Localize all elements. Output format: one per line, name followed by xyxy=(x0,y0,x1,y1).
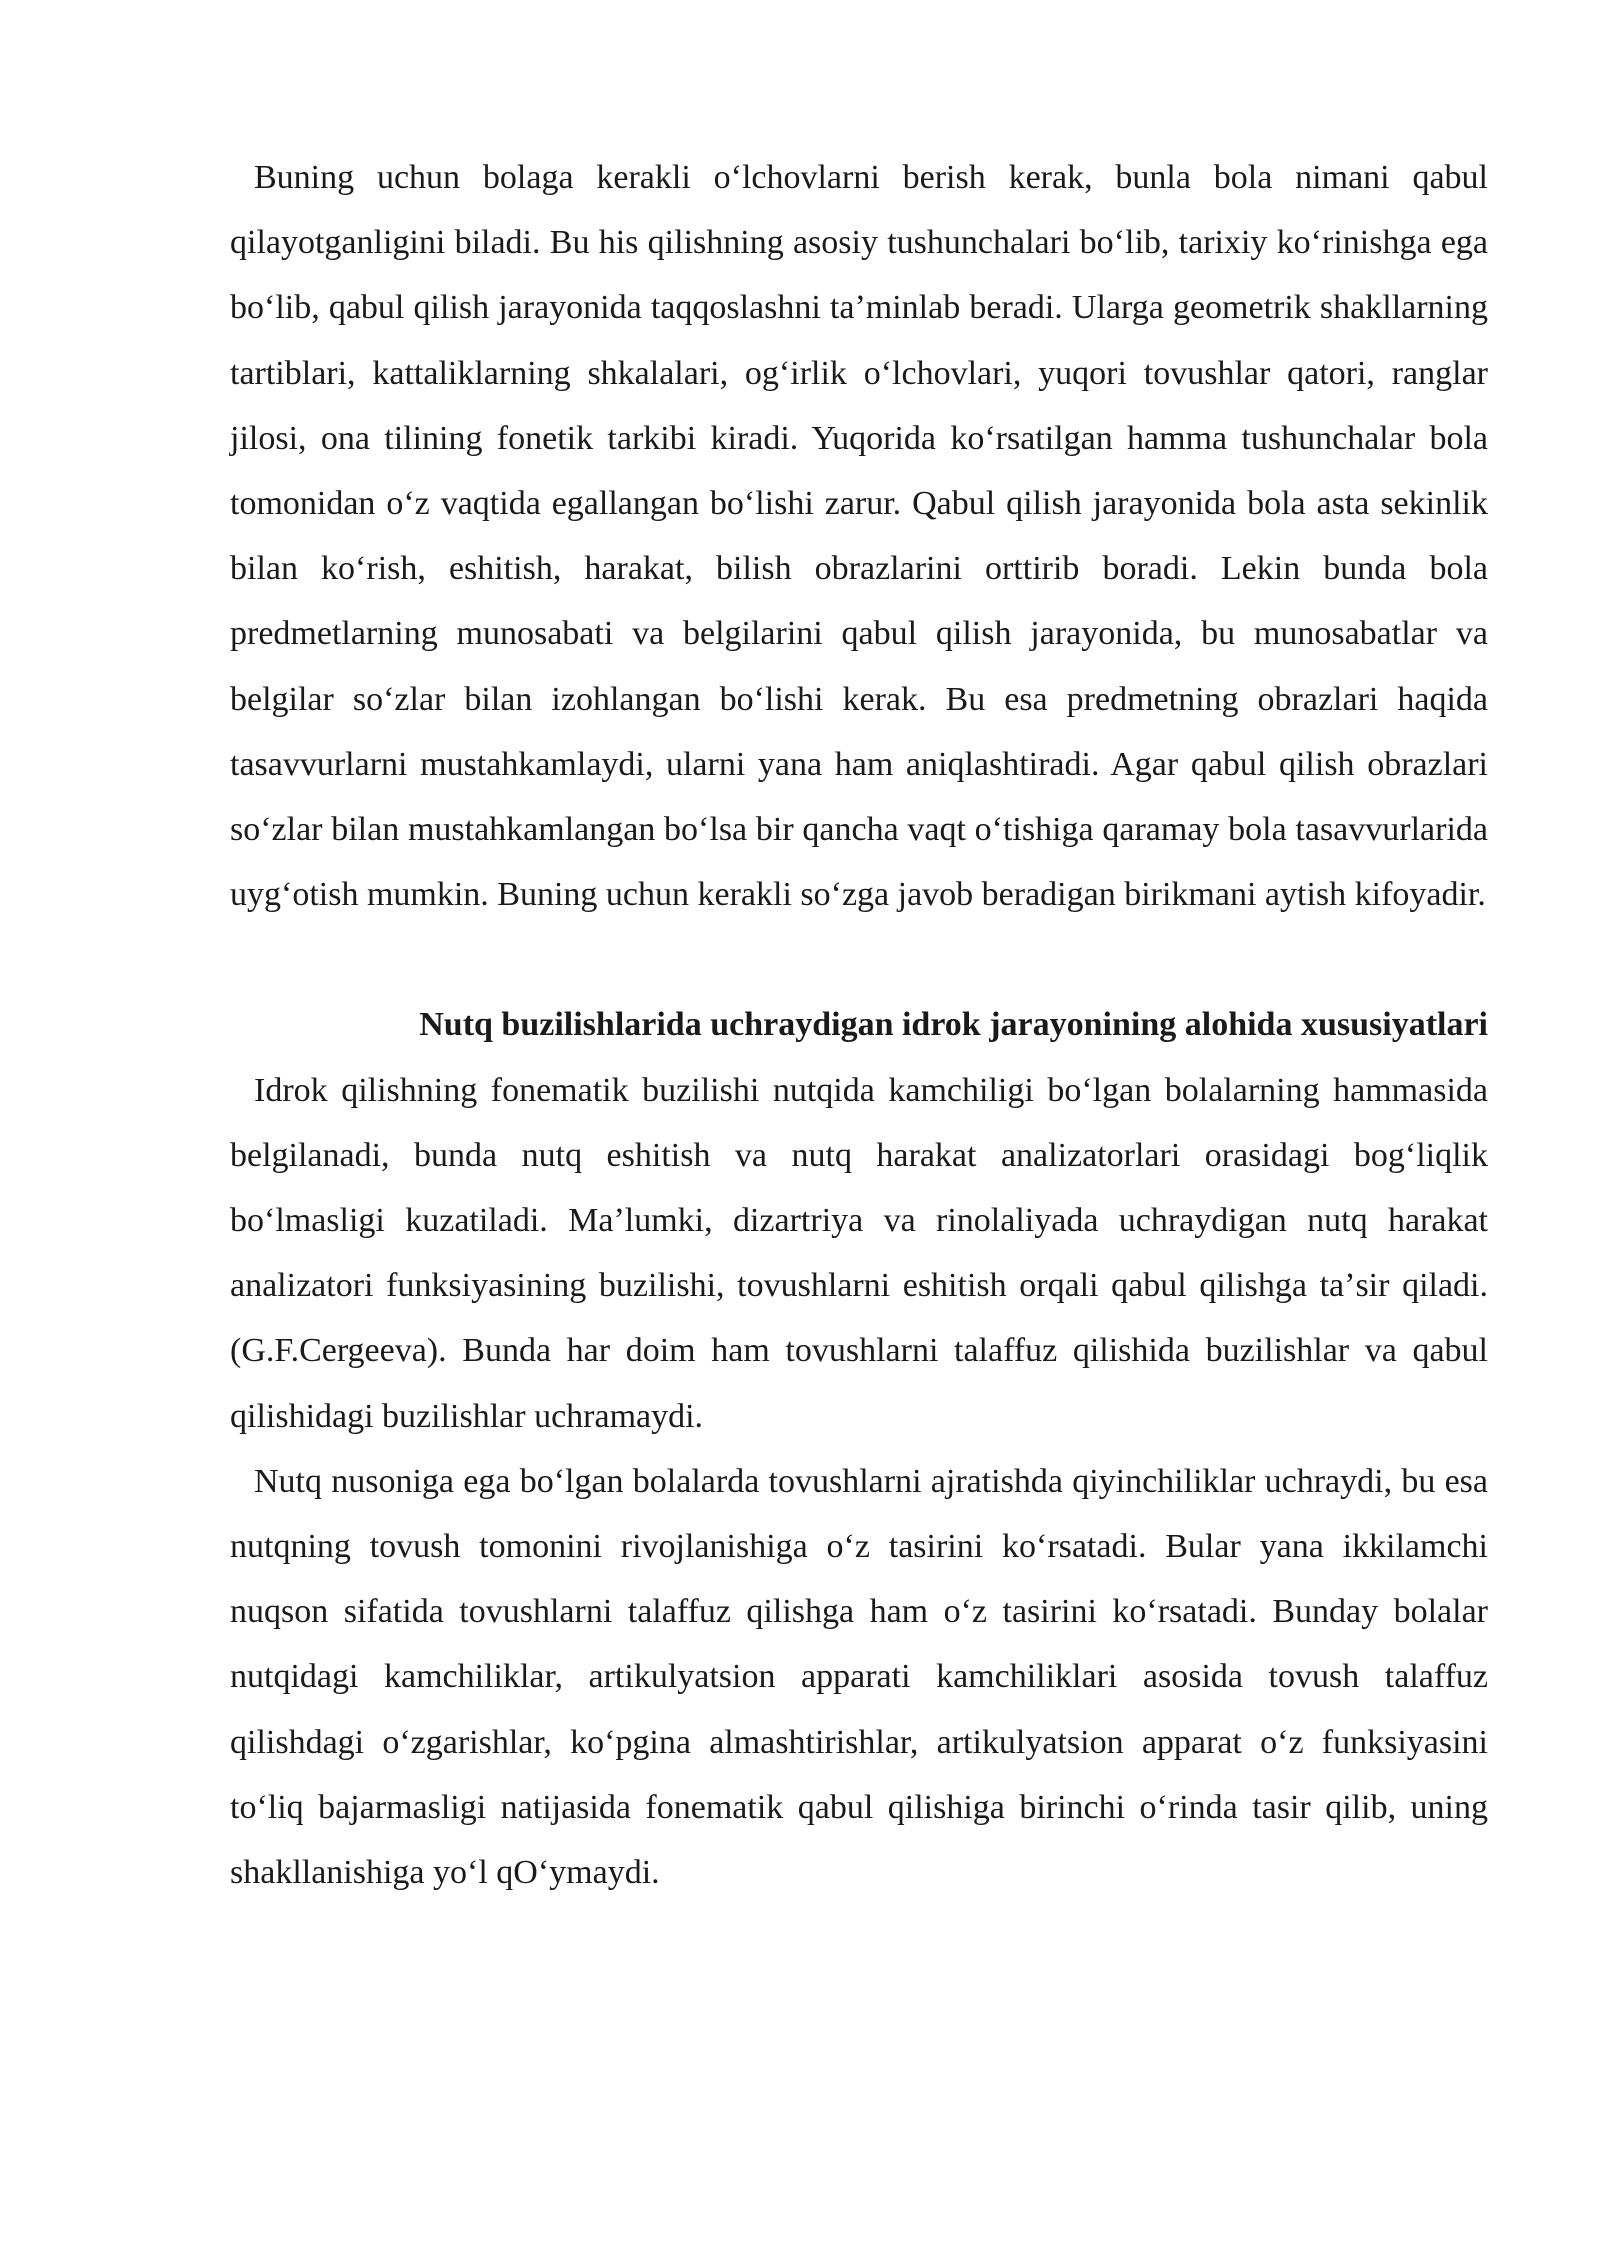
body-paragraph: Buning uchun bolaga kerakli oʻlchovlarni berish kerak, bunla bola nimani qabul qilayotganligini biladi. Bu his qilishning asosiy tushunchalari boʻlib, tarixiy koʻrinishga ega boʻlib, qabul qilish jarayonida taqqoslashni taʼminlab beradi. Ularga geometrik shakllarning tartiblari, kattaliklarning shkalalari, ogʻirlik oʻlchovlari, yuqori tovushlar qatori, ranglar jilosi, ona tilining fonetik tarkibi kiradi. Yuqorida koʻrsatilgan hamma tushunchalar bola tomonidan oʻz vaqtida egallangan boʻlishi zarur. Qabul qilish jarayonida bola asta sekinlik bilan koʻrish, eshitish, harakat, bilish obrazlarini orttirib boradi. Lekin bunda bola predmetlarning munosabati va belgilarini qabul qilish jarayonida, bu munosabatlar va belgilar soʻzlar bilan izohlangan boʻlishi kerak. Bu esa predmetning obrazlari haqida tasavvurlarni mustahkamlaydi, ularni yana ham aniqlashtiradi. Agar qabul qilish obrazlari soʻzlar bilan mustahkamlangan boʻlsa bir qancha vaqt oʻtishiga qaramay bola tasavvurlarida uygʻotish mumkin. Buning uchun kerakli soʻzga javob beradigan birikmani aytish kifoyadir. xyxy=(230,159,1488,914)
section-heading: Nutq buzilishlarida uchraydigan idrok jarayonining alohida xususiyatlari xyxy=(419,1006,1488,1044)
body-paragraph: Nutq nusoniga ega boʻlgan bolalarda tovushlarni ajratishda qiyinchiliklar uchraydi, bu esa nutqning tovush tomonini rivojlanishiga oʻz tasirini koʻrsatadi. Bular yana ikkilamchi nuqson sifatida tovushlarni talaffuz qilishga ham oʻz tasirini koʻrsatadi. Bunday bolalar nutqidagi kamchiliklar, artikulyatsion apparati kamchiliklari asosida tovush talaffuz qilishdagi oʻzgarishlar, koʻpgina almashtirishlar, artikulyatsion apparat oʻz funksiyasini toʻliq bajarmasligi natijasida fonematik qabul qilishiga birinchi oʻrinda tasir qilib, uning shakllanishiga yoʻl qOʻymaydi. xyxy=(230,1462,1488,1892)
body-paragraph: Idrok qilishning fonematik buzilishi nutqida kamchiligi boʻlgan bolalarning hammasida belgilanadi, bunda nutq eshitish va nutq harakat analizatorlari orasidagi bogʻliqlik boʻlmasligi kuzatiladi. Maʼlumki, dizartriya va rinolaliyada uchraydigan nutq harakat analizatori funksiyasining buzilishi, tovushlarni eshitish orqali qabul qilishga taʼsir qiladi. (G.F.Cergeeva). Bunda har doim ham tovushlarni talaffuz qilishida buzilishlar va qabul qilishidagi buzilishlar uchramaydi. xyxy=(230,1071,1488,1435)
section xyxy=(230,992,1488,1905)
document-page xyxy=(230,145,1488,1905)
